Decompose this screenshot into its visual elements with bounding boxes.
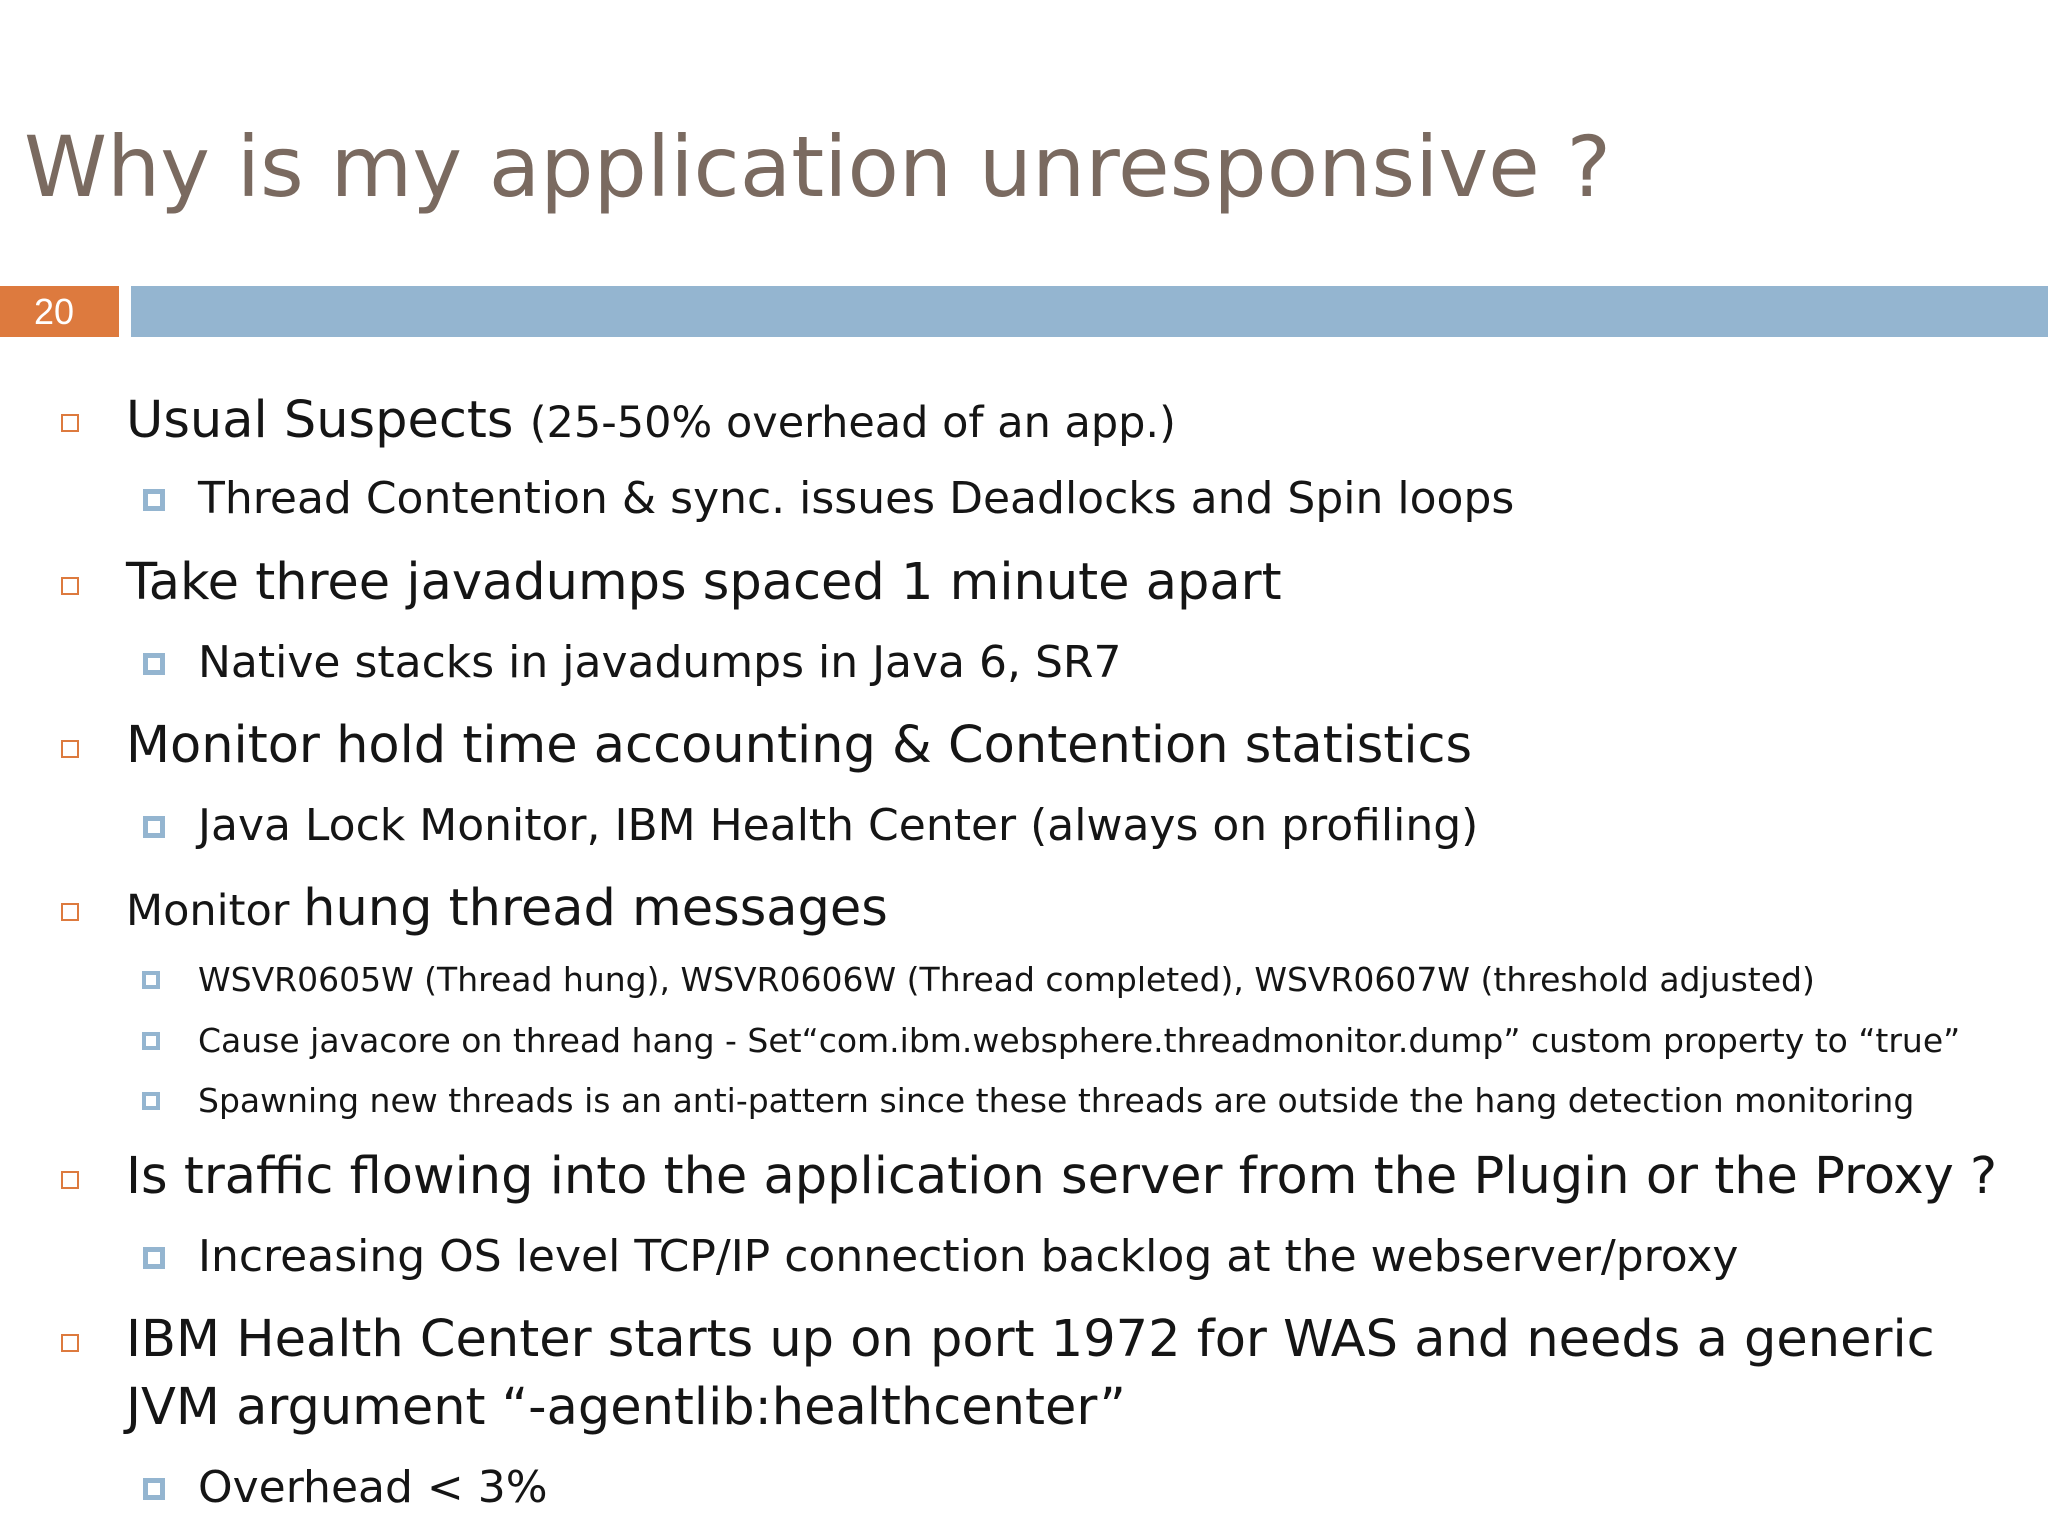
- bullet-lead: Monitor: [126, 886, 304, 936]
- bullet-text: Usual Suspects: [126, 391, 530, 450]
- header-bar: [131, 286, 2048, 337]
- bullet-note: (25-50% overhead of an app.): [529, 398, 1176, 448]
- bullet-line: JVM argument “-agentlib:healthcenter”: [126, 1378, 1126, 1437]
- sub-bullet-marker-icon: [143, 489, 165, 511]
- bullet-health-center-port: [126, 1306, 1935, 1442]
- bullet-hung-thread-messages: [126, 875, 888, 945]
- sub-bullet-marker-icon: [143, 1478, 165, 1500]
- bullet-marker-icon: [61, 577, 79, 595]
- bullet-three-javadumps: Take three javadumps spaced 1 minute apart: [126, 553, 1282, 612]
- bullet-traffic-flowing: Is traffic flowing into the application server from the Plugin or the Proxy ?: [126, 1147, 1998, 1206]
- sub-bullet-native-stacks: Native stacks in javadumps in Java 6, SR7: [198, 637, 1122, 688]
- slide-title: Why is my application unresponsive ?: [24, 118, 1612, 216]
- bullet-marker-icon: [61, 740, 79, 758]
- sub-bullet-marker-icon: [143, 816, 165, 838]
- bullet-marker-icon: [61, 1334, 79, 1352]
- bullet-text: hung thread messages: [303, 879, 888, 938]
- bullet-monitor-hold-time: Monitor hold time accounting & Contention statistics: [126, 716, 1473, 775]
- bullet-line: IBM Health Center starts up on port 1972 for WAS and needs a generic: [126, 1310, 1935, 1369]
- sub-bullet-tcp-backlog: Increasing OS level TCP/IP connection backlog at the webserver/proxy: [198, 1231, 1739, 1282]
- bullet-marker-icon: [61, 903, 79, 921]
- sub-bullet-marker-icon: [142, 1092, 160, 1110]
- sub-bullet-spawning-threads: Spawning new threads is an anti-pattern since these threads are outside the hang detection monitoring: [198, 1081, 1915, 1120]
- slide-number: 20: [0, 286, 119, 337]
- bullet-marker-icon: [61, 414, 79, 432]
- sub-bullet-marker-icon: [143, 653, 165, 675]
- bullet-usual-suspects: [126, 387, 1176, 457]
- sub-bullet-thread-contention: Thread Contention & sync. issues Deadlocks and Spin loops: [198, 473, 1515, 524]
- sub-bullet-marker-icon: [143, 1247, 165, 1269]
- sub-bullet-javacore-on-hang: Cause javacore on thread hang - Set“com.ibm.websphere.threadmonitor.dump” custom property to “true”: [198, 1021, 1961, 1060]
- sub-bullet-marker-icon: [142, 971, 160, 989]
- sub-bullet-java-lock-monitor: Java Lock Monitor, IBM Health Center (always on profiling): [198, 800, 1479, 851]
- sub-bullet-overhead: Overhead < 3%: [198, 1462, 548, 1513]
- sub-bullet-marker-icon: [142, 1032, 160, 1050]
- sub-bullet-wsvr-codes: WSVR0605W (Thread hung), WSVR0606W (Thread completed), WSVR0607W (threshold adjusted): [198, 960, 1815, 999]
- bullet-marker-icon: [61, 1171, 79, 1189]
